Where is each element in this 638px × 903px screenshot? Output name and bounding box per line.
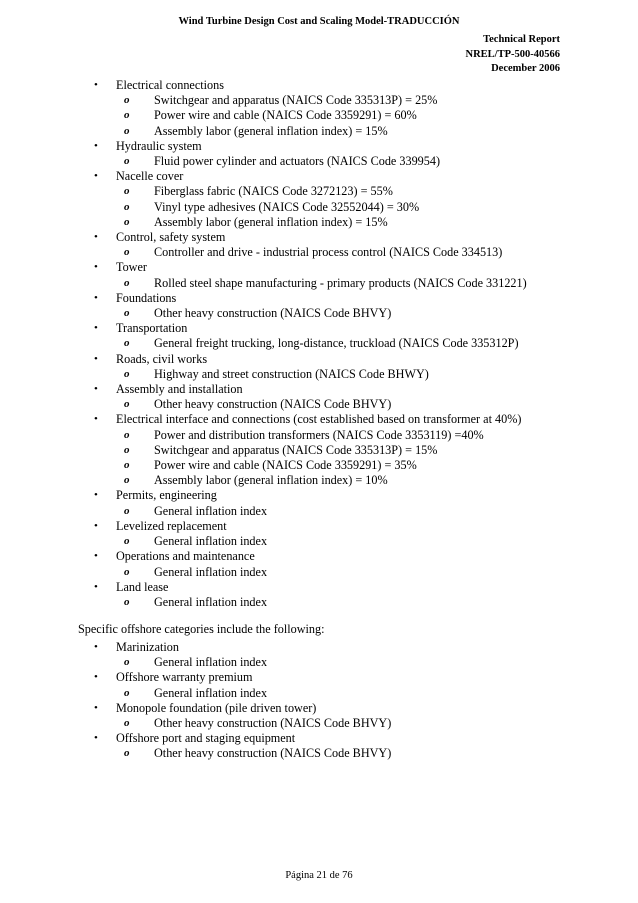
list-item xyxy=(0,519,638,549)
sub-bullet-icon: o xyxy=(124,565,130,578)
list-item xyxy=(0,412,638,488)
sub-bullet-icon: o xyxy=(124,155,130,168)
sub-list xyxy=(116,504,638,519)
sub-item-text: Highway and street construction (NAICS Code BHWY) xyxy=(154,366,429,381)
sub-item-text: General inflation index xyxy=(154,564,268,579)
category-label: Marinization xyxy=(116,640,179,654)
bullet-icon: • xyxy=(94,413,98,426)
list-item xyxy=(0,731,638,761)
sub-list-item xyxy=(116,473,638,488)
list-item xyxy=(0,640,638,670)
sub-item-text: General inflation index xyxy=(154,685,268,700)
bullet-icon: • xyxy=(94,261,98,274)
bullet-icon: • xyxy=(94,383,98,396)
sub-bullet-icon: o xyxy=(124,656,130,669)
list-item xyxy=(0,78,638,139)
cost-category-list xyxy=(0,78,638,610)
sub-item-text: Power wire and cable (NAICS Code 3359291) = 60% xyxy=(154,108,417,123)
category-label: Levelized replacement xyxy=(116,518,227,533)
sub-list xyxy=(116,336,638,351)
bullet-icon: • xyxy=(94,641,98,653)
sub-bullet-icon: o xyxy=(124,200,130,213)
sub-item-text: Rolled steel shape manufacturing - primary products (NAICS Code 331221) xyxy=(154,275,527,290)
sub-list xyxy=(116,367,638,382)
document-title: Wind Turbine Design Cost and Scaling Model-TRADUCCIÓN xyxy=(178,16,460,27)
sub-item-text: Power wire and cable (NAICS Code 3359291) = 35% xyxy=(154,458,417,473)
sub-item-text: Other heavy construction (NAICS Code BHVY) xyxy=(154,716,392,731)
sub-list-item xyxy=(116,93,638,108)
sub-bullet-icon: o xyxy=(124,215,130,228)
sub-list-item xyxy=(116,184,638,199)
sub-list xyxy=(116,565,638,580)
sub-list-item xyxy=(116,686,638,701)
bullet-icon: • xyxy=(94,580,98,593)
sub-list-item xyxy=(116,336,638,351)
category-label: Monopole foundation (pile driven tower) xyxy=(116,700,317,715)
sub-item-text: Fiberglass fabric (NAICS Code 3272123) = 55% xyxy=(154,184,393,199)
sub-list-item xyxy=(116,154,638,169)
sub-item-text: Assembly labor (general inflation index) = 10% xyxy=(154,473,388,488)
sub-item-text: Controller and drive - industrial process control (NAICS Code 334513) xyxy=(154,245,503,260)
list-item xyxy=(0,580,638,610)
sub-list-item xyxy=(116,108,638,123)
list-item xyxy=(0,670,638,700)
sub-list-item xyxy=(116,443,638,458)
bullet-icon: • xyxy=(94,489,98,502)
sub-bullet-icon: o xyxy=(124,747,130,760)
sub-item-text: Power and distribution transformers (NAICS Code 3353119) =40% xyxy=(154,427,484,442)
bullet-icon: • xyxy=(94,671,98,684)
list-item xyxy=(0,701,638,731)
sub-item-text: Assembly labor (general inflation index) = 15% xyxy=(154,214,388,229)
category-label: Electrical connections xyxy=(116,78,224,92)
category-label: Offshore warranty premium xyxy=(116,670,253,685)
sub-list-item xyxy=(116,534,638,549)
sub-item-text: Other heavy construction (NAICS Code BHVY) xyxy=(154,397,392,412)
sub-bullet-icon: o xyxy=(124,686,130,699)
sub-bullet-icon: o xyxy=(124,717,130,730)
sub-item-text: General inflation index xyxy=(154,594,268,609)
sub-bullet-icon: o xyxy=(124,459,130,472)
sub-list-item xyxy=(116,276,638,291)
sub-list xyxy=(116,276,638,291)
category-label: Transportation xyxy=(116,321,188,336)
category-label: Assembly and installation xyxy=(116,382,243,397)
sub-bullet-icon: o xyxy=(124,124,130,137)
sub-list-item xyxy=(116,655,638,670)
sub-item-text: General inflation index xyxy=(154,655,268,670)
sub-bullet-icon: o xyxy=(124,474,130,487)
sub-item-text: Assembly labor (general inflation index) = 15% xyxy=(154,123,388,138)
report-meta xyxy=(466,33,561,77)
sub-bullet-icon: o xyxy=(124,367,130,380)
bullet-icon: • xyxy=(94,170,98,183)
sub-list-item xyxy=(116,200,638,215)
sub-list-item xyxy=(116,716,638,731)
sub-bullet-icon: o xyxy=(124,276,130,289)
category-label: Control, safety system xyxy=(116,230,226,245)
list-item xyxy=(0,488,638,518)
bullet-icon: • xyxy=(94,732,98,745)
sub-bullet-icon: o xyxy=(124,535,130,548)
sub-item-text: Vinyl type adhesives (NAICS Code 32552044) = 30% xyxy=(154,199,420,214)
list-item xyxy=(0,230,638,260)
sub-bullet-icon: o xyxy=(124,185,130,198)
category-label: Permits, engineering xyxy=(116,488,217,503)
sub-list-item xyxy=(116,397,638,412)
sub-bullet-icon: o xyxy=(124,246,130,259)
list-item xyxy=(0,260,638,290)
sub-list xyxy=(116,306,638,321)
report-type: Technical Report xyxy=(483,34,560,45)
sub-list xyxy=(116,154,638,169)
offshore-category-list xyxy=(0,640,638,762)
list-item xyxy=(0,549,638,579)
sub-list xyxy=(116,397,638,412)
sub-bullet-icon: o xyxy=(124,428,130,441)
list-item xyxy=(0,291,638,321)
sub-item-text: Other heavy construction (NAICS Code BHVY) xyxy=(154,746,392,761)
sub-list xyxy=(116,245,638,260)
sub-list-item xyxy=(116,306,638,321)
sub-bullet-icon: o xyxy=(124,94,130,107)
sub-item-text: Switchgear and apparatus (NAICS Code 335313P) = 15% xyxy=(154,442,438,457)
list-item xyxy=(0,352,638,382)
category-label: Roads, civil works xyxy=(116,351,208,366)
sub-list-item xyxy=(116,215,638,230)
category-label: Tower xyxy=(116,260,147,275)
sub-list-item xyxy=(116,504,638,519)
offshore-intro: Specific offshore categories include the following: xyxy=(78,622,325,636)
category-label: Hydraulic system xyxy=(116,138,202,153)
sub-list xyxy=(116,746,638,761)
sub-list-item xyxy=(116,428,638,443)
sub-item-text: Switchgear and apparatus (NAICS Code 335313P) = 25% xyxy=(154,93,438,108)
bullet-icon: • xyxy=(94,231,98,244)
sub-list-item xyxy=(116,595,638,610)
sub-bullet-icon: o xyxy=(124,504,130,517)
sub-bullet-icon: o xyxy=(124,443,130,456)
sub-list xyxy=(116,428,638,489)
bullet-icon: • xyxy=(94,79,98,91)
sub-bullet-icon: o xyxy=(124,337,130,350)
bullet-icon: • xyxy=(94,352,98,365)
sub-item-text: Fluid power cylinder and actuators (NAICS Code 339954) xyxy=(154,154,441,169)
sub-item-text: Other heavy construction (NAICS Code BHVY) xyxy=(154,306,392,321)
sub-list xyxy=(116,716,638,731)
sub-list xyxy=(116,184,638,230)
sub-item-text: General inflation index xyxy=(154,503,268,518)
sub-bullet-icon: o xyxy=(124,398,130,411)
bullet-icon: • xyxy=(94,291,98,304)
sub-list xyxy=(116,686,638,701)
sub-list xyxy=(116,93,638,139)
category-label: Offshore port and staging equipment xyxy=(116,731,296,746)
sub-list-item xyxy=(116,124,638,139)
list-item xyxy=(0,139,638,169)
list-item xyxy=(0,382,638,412)
sub-list-item xyxy=(116,565,638,580)
sub-item-text: General inflation index xyxy=(154,534,268,549)
bullet-icon: • xyxy=(94,139,98,152)
sub-bullet-icon: o xyxy=(124,595,130,608)
sub-item-text: General freight trucking, long-distance, truckload (NAICS Code 335312P) xyxy=(154,336,519,351)
list-item xyxy=(0,169,638,230)
category-label: Operations and maintenance xyxy=(116,549,255,564)
category-label: Nacelle cover xyxy=(116,169,184,184)
sub-bullet-icon: o xyxy=(124,307,130,320)
list-item xyxy=(0,321,638,351)
sub-bullet-icon: o xyxy=(124,109,130,122)
report-date: December 2006 xyxy=(491,63,560,74)
sub-list xyxy=(116,595,638,610)
category-label: Electrical interface and connections (cost established based on transformer at 40%) xyxy=(116,412,522,427)
page-number: Página 21 de 76 xyxy=(285,870,353,881)
sub-list-item xyxy=(116,367,638,382)
bullet-icon: • xyxy=(94,322,98,335)
bullet-icon: • xyxy=(94,550,98,563)
bullet-icon: • xyxy=(94,701,98,714)
category-label: Foundations xyxy=(116,290,177,305)
sub-list-item xyxy=(116,245,638,260)
sub-list-item xyxy=(116,458,638,473)
bullet-icon: • xyxy=(94,519,98,532)
category-label: Land lease xyxy=(116,579,169,594)
sub-list-item xyxy=(116,746,638,761)
sub-list xyxy=(116,534,638,549)
report-number: NREL/TP-500-40566 xyxy=(465,48,560,60)
sub-list xyxy=(116,655,638,670)
